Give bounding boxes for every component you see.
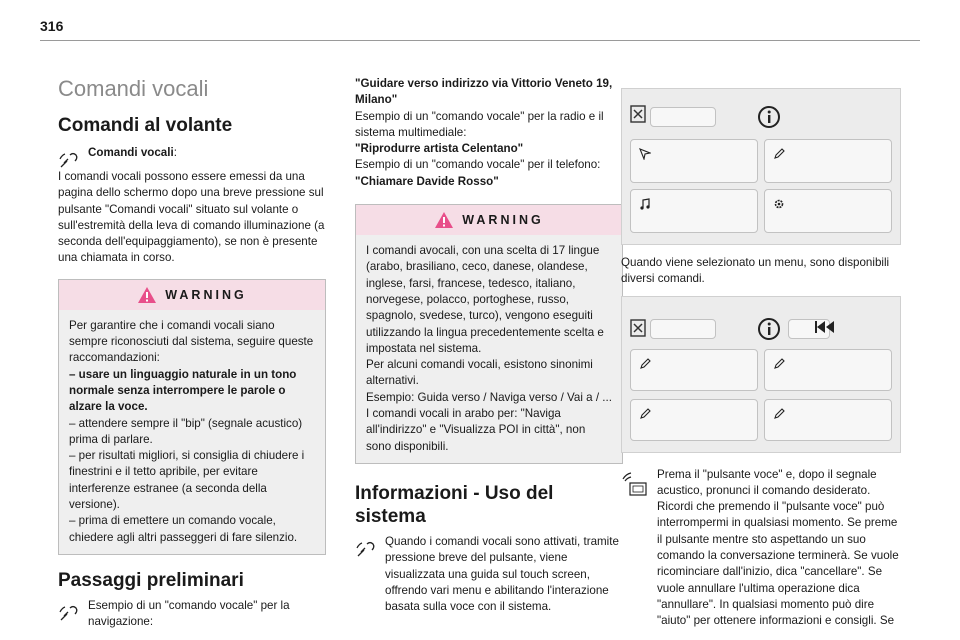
warning-intro: Per garantire che i comandi vocali siano sempre riconosciuti dal sistema, seguire queste raccomandazioni: (69, 318, 314, 365)
warning-triangle-icon (137, 286, 157, 304)
menu-caption: Quando viene selezionato un menu, sono disponibili diversi comandi. (621, 256, 890, 286)
pencil-icon (639, 408, 651, 420)
column-2 (355, 76, 623, 615)
screen-illustration-2 (621, 296, 901, 453)
voice-commands-lead (88, 145, 177, 169)
warning-bullet-3: – per risultati migliori, si consiglia di chiudere i finestrini e il tetto apribile, per evitare interferenze estranee (a seconda della versione). (69, 449, 305, 512)
warning-box-1 (58, 279, 326, 555)
screen-tile-2[interactable] (764, 139, 892, 183)
warning-triangle-icon (434, 211, 454, 229)
warning-bullet-1 (69, 367, 315, 416)
music-note-icon (639, 198, 651, 210)
voice-command-icon (58, 149, 80, 169)
voice-commands-text: I comandi vocali possono essere emessi da una pagina dello schermo dopo una breve pressione sul pulsante "Comandi vocali" situato sul volante o sull'estremità della leva di comando illuminazione (a seconda dell'equipaggiamento), se non è presente una chiamata in corso. (58, 170, 325, 265)
voice-commands-colon: : (173, 146, 177, 159)
screen-illustration-1 (621, 88, 901, 245)
warning-title-2: WARNING (462, 212, 544, 227)
press-text: Prema il "pulsante voce" e, dopo il segnale acustico, pronunci il comando desiderato. Ricordi che premendo il "pulsante voce" può interrompermi in qualsiasi momento. Se preme il pulsante mentre sto aspettando un suo comando la conversazione terminerà. Se vuole ricominciare dall'inizio, dica "cancellare". Se vuole annullare l'ultima operazione dica "annullare". In qualsiasi momento può dire "aiuto" per ottenere informazioni e consigli. Se (657, 467, 899, 628)
phone-example (355, 174, 623, 190)
press-paragraph (621, 467, 901, 630)
arabic-text: I comandi vocali in arabo per: "Naviga all'indirizzo" e "Visualizza POI in città", non sono disponibili. (366, 407, 586, 453)
screen-tile-navigation[interactable] (630, 139, 758, 183)
screen-tile-music[interactable] (630, 189, 758, 233)
warning-body-2 (356, 235, 622, 463)
warning-title-1: WARNING (165, 287, 247, 302)
info-text: Quando i comandi vocali sono attivati, tramite pressione breve del pulsante, viene visualizzata una guida sul touch screen, offrendo vari menu e abilitando l'interazione basata sulla voce con il sistema. (385, 534, 619, 614)
column-3 (621, 88, 901, 630)
languages-text: I comandi avocali, con una scelta di 17 lingue (arabo, brasiliano, ceco, danese, olandese, inglese, farsi, francese, tedesco, italiano, norvegese, polacco, portoghese, russo, spagnolo, svedese, turco), vengono eseguiti utilizzando la lingua precedentemente scelta e impostata nel sistema. (366, 244, 604, 355)
close-x-icon (630, 105, 646, 123)
screen-tile-6[interactable] (764, 399, 892, 441)
pencil-icon (639, 358, 651, 370)
voice-command-icon (355, 538, 377, 558)
warning-header-2 (356, 205, 622, 235)
navigation-icon (639, 148, 651, 160)
synonyms-text: Per alcuni comandi vocali, esistono sinonimi alternativi. (366, 358, 593, 388)
header-rule (40, 40, 920, 41)
pencil-icon (773, 148, 785, 160)
pencil-icon (773, 408, 785, 420)
warning-body-1 (59, 310, 325, 554)
synonyms-example: Esempio: Guida verso / Naviga verso / Vai a / ... (366, 390, 612, 404)
settings-icon (773, 198, 785, 210)
close-x-icon (630, 319, 646, 337)
warning-bullet-1-bold: – usare un linguaggio naturale in un tono normale senza interrompere le parole o alzare la voce. (69, 367, 297, 414)
section-title-info: Informazioni - Uso del sistema (355, 482, 554, 527)
back-icon[interactable] (814, 319, 836, 335)
phone-intro: Esempio di un "comando vocale" per il telefono: (355, 158, 601, 172)
info-icon[interactable] (757, 105, 781, 129)
warning-bullet-4: – prima di emettere un comando vocale, chiedere agli altri passeggeri di fare silenzio. (69, 514, 298, 544)
screen-tile-settings[interactable] (764, 189, 892, 233)
info-icon[interactable] (757, 317, 781, 341)
screen-tile-4[interactable] (764, 349, 892, 391)
column-1 (58, 50, 326, 631)
page-number: 316 (40, 18, 64, 34)
warning-header-1 (59, 280, 325, 310)
phone-example-text: "Chiamare Davide Rosso" (355, 174, 499, 188)
warning-bullet-2: – attendere sempre il "bip" (segnale acustico) prima di parlare. (69, 416, 303, 446)
pencil-icon (773, 358, 785, 370)
page-title: Comandi vocali (58, 76, 209, 101)
info-paragraph (355, 534, 623, 615)
prelim-text: Esempio di un "comando vocale" per la navigazione: (88, 598, 290, 629)
voice-button-icon (621, 471, 649, 497)
screen-button-top-1[interactable] (650, 107, 716, 127)
screen-tile-3[interactable] (630, 349, 758, 391)
prelim-paragraph (58, 598, 326, 631)
radio-example (355, 141, 623, 157)
screen-button-top-2[interactable] (650, 319, 716, 339)
nav-example-text: "Guidare verso indirizzo via Vittorio Veneto 19, Milano" (355, 77, 613, 107)
voice-commands-label: Comandi vocali (88, 146, 174, 159)
section-title-prelim: Passaggi preliminari (58, 569, 244, 591)
voice-commands-paragraph (58, 145, 326, 169)
radio-intro: Esempio di un "comando vocale" per la radio e il sistema multimediale: (355, 109, 604, 139)
voice-command-icon (58, 602, 80, 622)
screen-tile-5[interactable] (630, 399, 758, 441)
warning-box-2 (355, 204, 623, 464)
radio-example-text: "Riprodurre artista Celentano" (355, 142, 524, 156)
section-title-steering: Comandi al volante (58, 115, 233, 136)
nav-example (355, 76, 623, 109)
